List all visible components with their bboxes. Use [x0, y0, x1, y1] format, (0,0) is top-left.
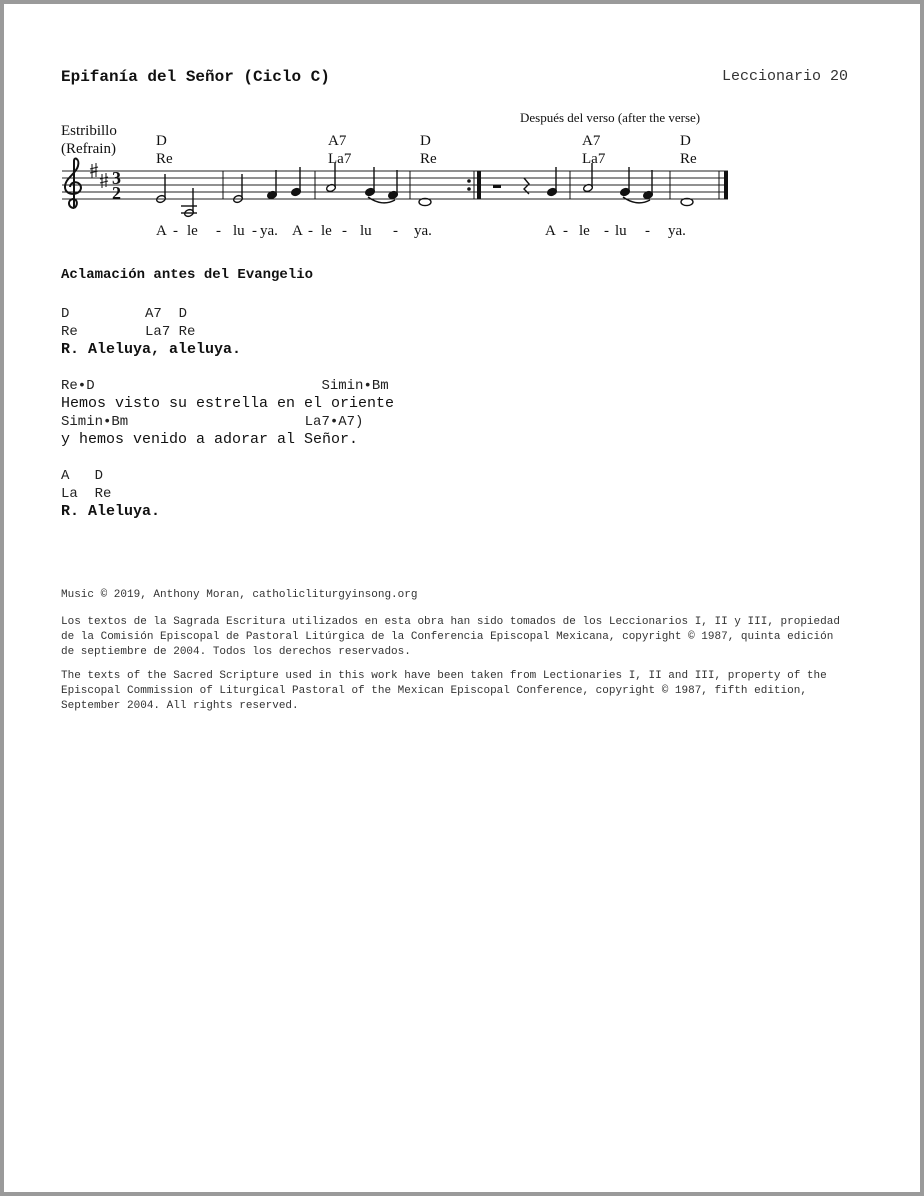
lyric-hyphen: -: [563, 223, 568, 239]
lyric-syllable: ya.: [260, 223, 278, 239]
music-staff: [4, 104, 920, 254]
section-heading: Aclamación antes del Evangelio: [61, 267, 314, 283]
chord-symbol: D: [420, 133, 431, 149]
chord-symbol: D: [680, 133, 691, 149]
svg-text:3: 3: [112, 168, 121, 188]
lyric-syllable: A: [545, 223, 556, 239]
response-line: R. Aleluya.: [61, 503, 161, 520]
after-verse-label: Después del verso (after the verse): [520, 110, 701, 125]
chord-symbol-spanish: Re: [156, 151, 173, 167]
lyric-hyphen: -: [342, 223, 347, 239]
lyric-hyphen: -: [216, 223, 221, 239]
final-barline: [724, 171, 728, 199]
lyric-hyphen: -: [645, 223, 650, 239]
lectionary-number: Leccionario 20: [721, 68, 848, 85]
lyric-syllable: le: [321, 223, 332, 239]
lyric-hyphen: -: [173, 223, 178, 239]
verse-line: y hemos venido a adorar al Señor.: [61, 431, 359, 448]
lyric-syllable: le: [579, 223, 590, 239]
lyric-syllable: ya.: [414, 223, 432, 239]
copyright-notice-english: The texts of the Sacred Scripture used in this work have been taken from Lectionaries I, II and III, property of the Episcopal Commission of Liturgical Pastoral of the Mexican Episcopal Conference, copyright © 1987, fifth edition, September 2004. All rights reserved.: [61, 670, 827, 712]
chord-symbol: A7: [582, 133, 601, 149]
chord-symbol: D: [156, 133, 167, 149]
chord-symbol-spanish: Re: [420, 151, 437, 167]
music-credit: Music © 2019, Anthony Moran, catholicliturgyinsong.org: [61, 589, 418, 601]
chord-line: D A7 D: [61, 306, 188, 322]
chord-symbol: A7: [328, 133, 347, 149]
lyric-hyphen: -: [308, 223, 313, 239]
lyric-hyphen: -: [604, 223, 609, 239]
lyric-syllable: lu: [615, 223, 627, 239]
lyric-syllable: A: [292, 223, 303, 239]
svg-text:2: 2: [112, 183, 121, 203]
lyric-hyphen: -: [252, 223, 257, 239]
refrain-label-english: (Refrain): [61, 141, 116, 157]
lyric-syllable: A: [156, 223, 167, 239]
lyric-syllable: le: [187, 223, 198, 239]
chord-line-spanish: La Re: [61, 486, 112, 502]
chord-symbol-spanish: La7: [328, 151, 352, 167]
lyric-syllable: lu: [233, 223, 245, 239]
chord-line: A D: [61, 468, 104, 484]
verse-line: Hemos visto su estrella en el oriente: [61, 395, 395, 412]
lead-sheet-page: [4, 4, 920, 1192]
lyric-syllable: lu: [360, 223, 372, 239]
chord-line-spanish: Re La7 Re: [61, 324, 196, 340]
chord-symbol-spanish: La7: [582, 151, 606, 167]
chord-line: Simin•Bm La7•A7): [61, 414, 364, 430]
lyric-hyphen: -: [393, 223, 398, 239]
response-line: R. Aleluya, aleluya.: [61, 341, 242, 358]
time-signature: [112, 168, 121, 203]
chord-line: Re•D Simin•Bm: [61, 378, 389, 394]
key-signature-sharps: [90, 163, 108, 188]
treble-clef-icon: [65, 159, 81, 208]
page-title: Epifanía del Señor (Ciclo C): [61, 68, 330, 86]
copyright-notice-spanish: Los textos de la Sagrada Escritura utilizados en esta obra han sido tomados de los Leccionarios I, II y III, propiedad de la Comisión Episcopal de Pastoral Litúrgica de la Conferencia Episcopal Mexicana, copyright © 1987, quinta edición de septiembre de 2004. Todos los derechos reservados.: [61, 616, 840, 658]
lyric-syllable: ya.: [668, 223, 686, 239]
chord-symbol-spanish: Re: [680, 151, 697, 167]
refrain-label: Estribillo: [61, 123, 117, 139]
